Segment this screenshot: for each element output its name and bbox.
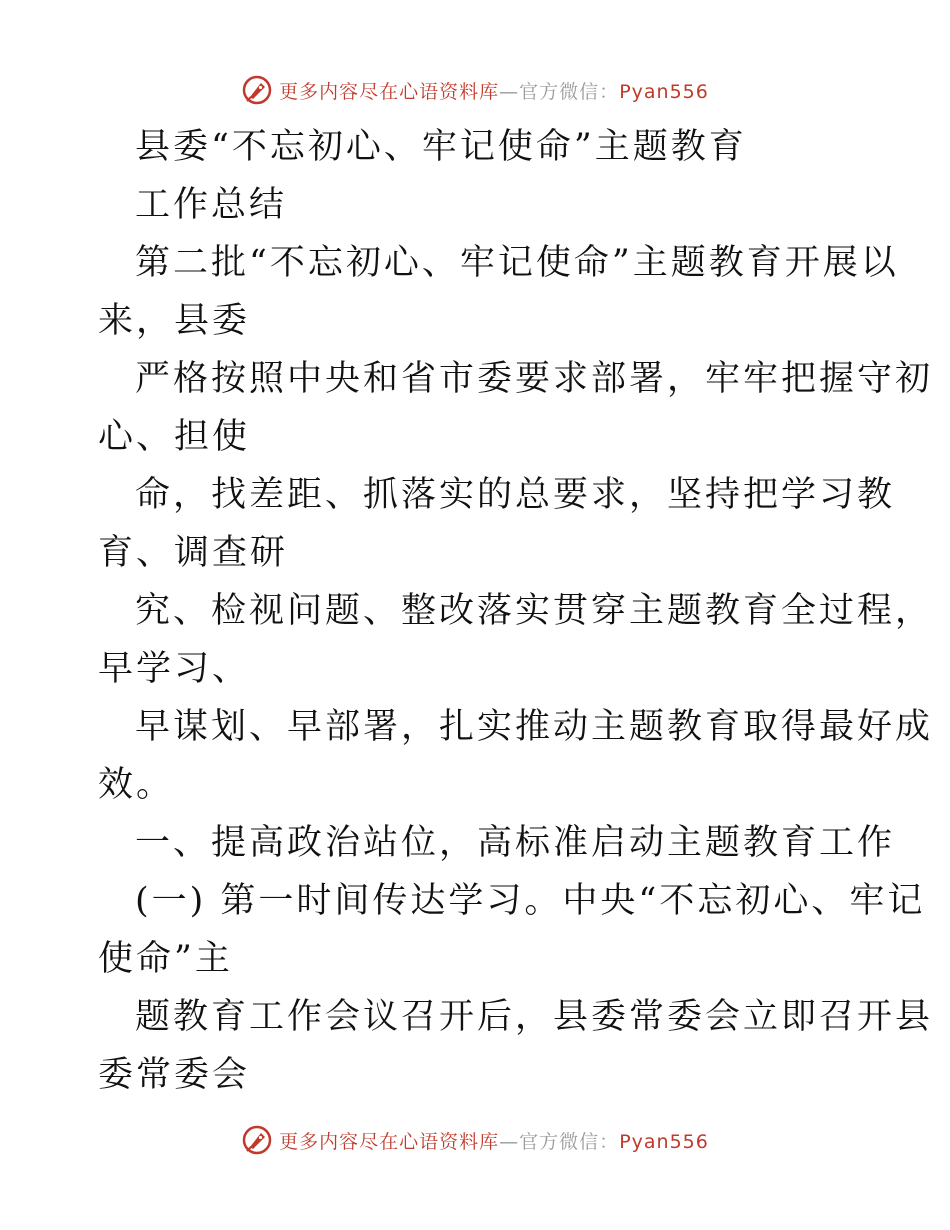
banner-separator: —	[499, 1130, 520, 1153]
text-line: 第二批“不忘初心、牢记使命”主题教育开展以	[135, 243, 899, 283]
document-body	[98, 118, 934, 1104]
text-line: 一、提高政治站位，高标准启动主题教育工作	[135, 823, 896, 863]
text-line: 严格按照中央和省市委要求部署，牢牢把握守初	[135, 359, 934, 399]
text-line: 心、担使	[98, 417, 251, 457]
banner-wechat-label: 官方微信：	[519, 80, 620, 103]
header-banner	[0, 70, 950, 110]
banner-separator: —	[499, 80, 520, 103]
text-line: 效。	[98, 765, 175, 805]
text-line: 命，找差距、抓落实的总要求，坚持把学习教	[135, 475, 896, 515]
text-line: 委常委会	[98, 1055, 251, 1095]
banner-site-text: 更多内容尽在心语资料库	[279, 1130, 500, 1153]
pen-nib-seal-icon	[241, 1124, 273, 1156]
banner-text	[279, 77, 709, 104]
text-line: 工作总结	[135, 185, 288, 225]
text-line: 来，县委	[98, 301, 251, 341]
text-line: 育、调查研	[98, 533, 289, 573]
banner-wechat-id: Pyan556	[619, 80, 709, 103]
text-line: 使命”主	[98, 939, 233, 979]
pen-nib-seal-icon	[241, 74, 273, 106]
text-line: 早学习、	[98, 649, 251, 689]
banner-text	[279, 1127, 709, 1154]
banner-wechat-label: 官方微信：	[519, 1130, 620, 1153]
text-line: 题教育工作会议召开后，县委常委会立即召开县	[135, 997, 934, 1037]
text-line: (一) 第一时间传达学习。中央“不忘初心、牢记	[135, 881, 926, 921]
footer-banner	[0, 1120, 950, 1160]
text-line: 究、检视问题、整改落实贯穿主题教育全过程，	[135, 591, 934, 631]
text-line: 早谋划、早部署，扎实推动主题教育取得最好成	[135, 707, 934, 747]
text-line: 县委“不忘初心、牢记使命”主题教育	[135, 127, 747, 167]
banner-site-text: 更多内容尽在心语资料库	[279, 80, 500, 103]
banner-wechat-id: Pyan556	[619, 1130, 709, 1153]
